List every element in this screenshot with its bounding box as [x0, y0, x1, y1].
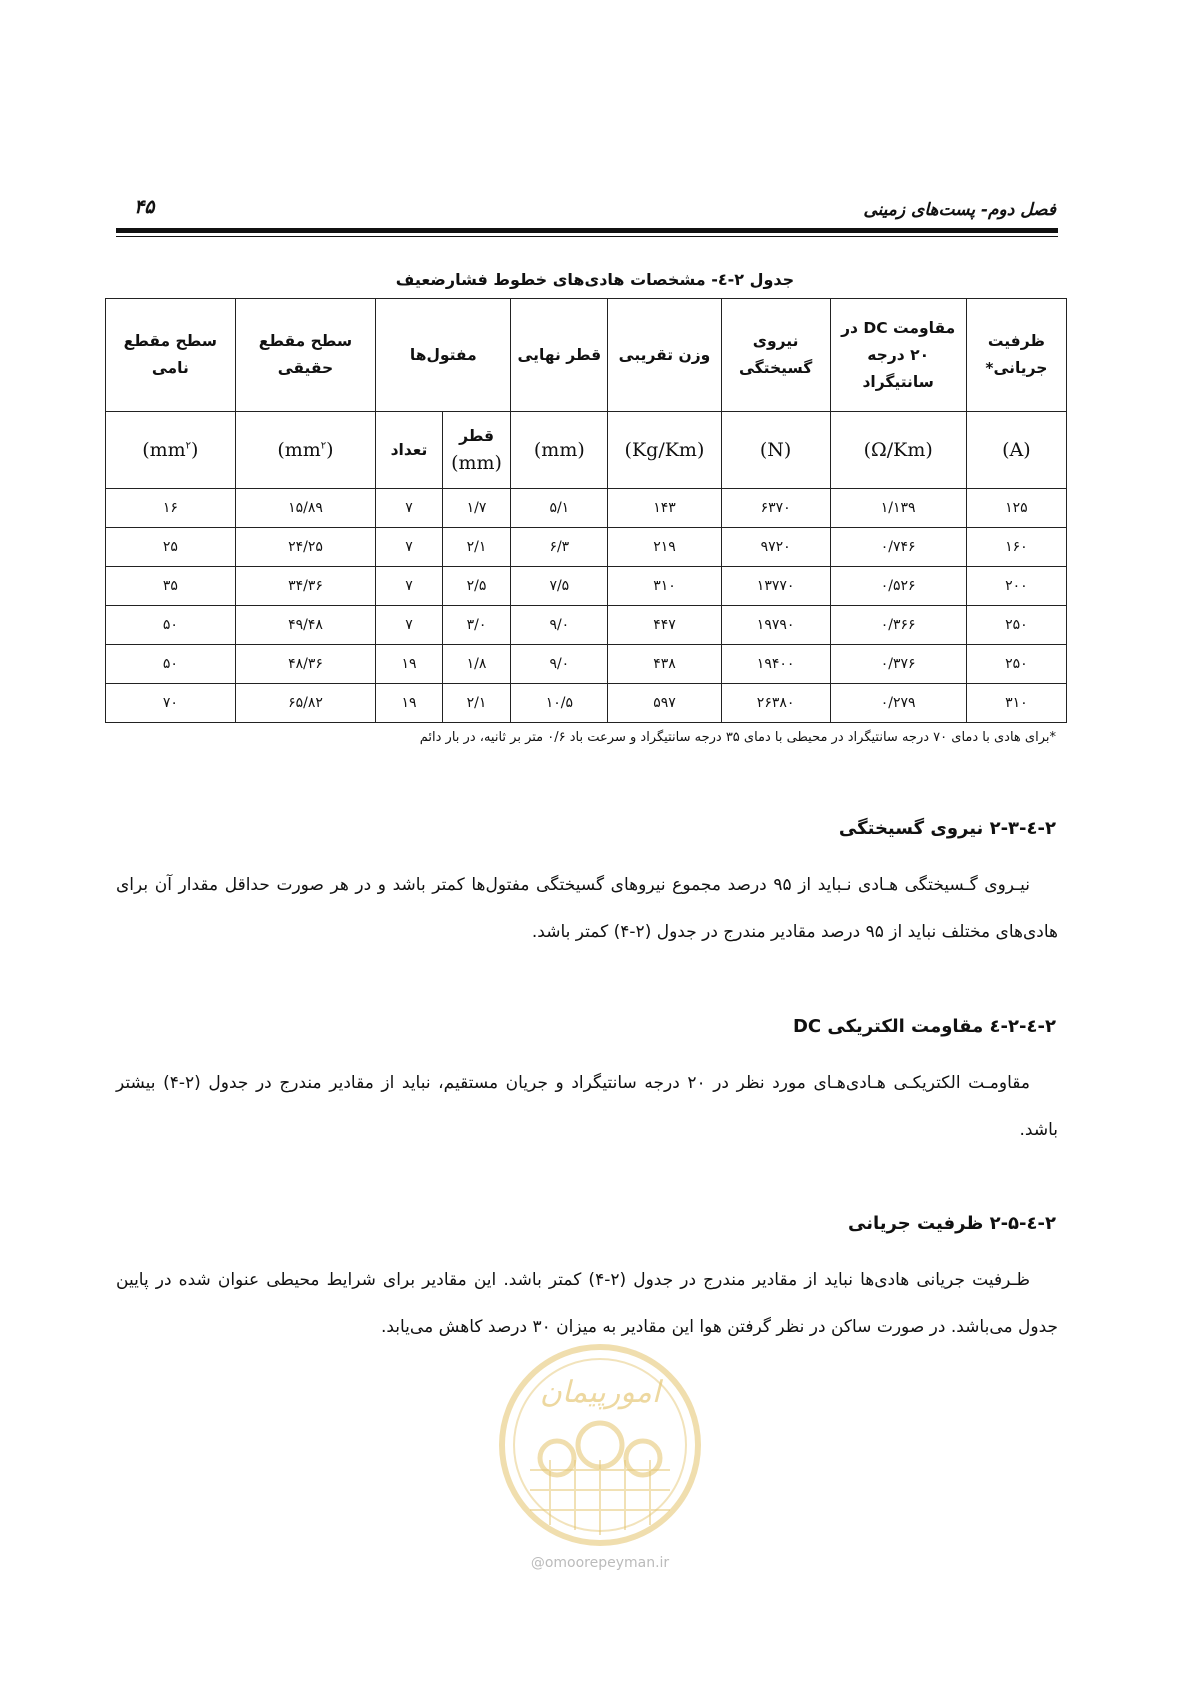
section-heading-current-capacity: ۲-٤-۲-۵ ظرفیت جریانی	[848, 1213, 1056, 1234]
cell-approx-weight: ۵۹۷	[608, 684, 721, 723]
section-body-dc-resistance: مقاومـت الکتریکـی هـادی‌هـای مورد نظر در ۲۰ درجه سانتیگراد و جریان مستقیم، نباید از مقادیر مندرج در جدول (۲-۴) بیشتر باشد.	[116, 1073, 1058, 1140]
unit-breaking-force: (N)	[721, 412, 830, 489]
cell-capacity: ۲۰۰	[966, 567, 1066, 606]
cell-strand-count: ۷	[376, 606, 442, 645]
section-body-current-capacity: ظـرفیت جریانی هادی‌ها نباید از مقادیر مندرج در جدول (۲-۴) کمتر باشد. این مقادیر برای شرایط محیطی عنوان شده در پایین جدول می‌باشد. در صورت ساکن در نظر گرفتن هوا این مقادیر به میزان ۳۰ درصد کاهش می‌یابد.	[116, 1270, 1058, 1337]
header-approx-weight: وزن تقریبی	[608, 299, 721, 412]
header-breaking-force: نیروی گسیختگی	[721, 299, 830, 412]
unit-dc-resistance: (Ω/Km)	[830, 412, 966, 489]
cell-actual-section: ۴۸/۳۶	[235, 645, 376, 684]
cell-approx-weight: ۳۱۰	[608, 567, 721, 606]
cell-dc-resistance: ۰/۳۶۶	[830, 606, 966, 645]
header-capacity: ظرفیت جریانی*	[966, 299, 1066, 412]
cell-dc-resistance: ۰/۳۷۶	[830, 645, 966, 684]
cell-breaking-force: ۱۹۷۹۰	[721, 606, 830, 645]
cell-dc-resistance: ۱/۱۳۹	[830, 489, 966, 528]
cell-final-diameter: ۹/۰	[511, 606, 608, 645]
cell-final-diameter: ۵/۱	[511, 489, 608, 528]
cell-strand-diameter: ۱/۸	[442, 645, 511, 684]
table-caption: جدول ۲-٤- مشخصات هادی‌های خطوط فشارضعیف	[395, 270, 795, 289]
table-row	[106, 684, 1067, 723]
unit-final-diameter: (mm)	[511, 412, 608, 489]
header-nominal-section: سطح مقطع نامی	[106, 299, 236, 412]
header-strand-count: تعداد	[376, 412, 442, 489]
cell-actual-section: ۶۵/۸۲	[235, 684, 376, 723]
cell-final-diameter: ۶/۳	[511, 528, 608, 567]
table-row	[106, 606, 1067, 645]
table-row	[106, 567, 1067, 606]
header-rule	[116, 228, 1058, 233]
cell-approx-weight: ۴۳۸	[608, 645, 721, 684]
unit-actual-section: $(mm^۲)$	[235, 412, 376, 489]
cell-strand-count: ۷	[376, 489, 442, 528]
cell-actual-section: ۲۴/۲۵	[235, 528, 376, 567]
conductor-spec-table	[105, 298, 1067, 723]
cell-nominal-section: ۱۶	[106, 489, 236, 528]
cell-dc-resistance: ۰/۷۴۶	[830, 528, 966, 567]
cell-actual-section: ۱۵/۸۹	[235, 489, 376, 528]
cell-capacity: ۲۵۰	[966, 606, 1066, 645]
table-row	[106, 489, 1067, 528]
cell-capacity: ۱۲۵	[966, 489, 1066, 528]
section-heading-breaking-force: ۲-٤-۲-۳ نیروی گسیختگی	[838, 818, 1056, 839]
cell-breaking-force: ۲۶۳۸۰	[721, 684, 830, 723]
cell-final-diameter: ۷/۵	[511, 567, 608, 606]
cell-strand-count: ۱۹	[376, 684, 442, 723]
cell-nominal-section: ۷۰	[106, 684, 236, 723]
table-footnote: *برای هادی با دمای ۷۰ درجه سانتیگراد در محیطی با دمای ۳۵ درجه سانتیگراد و سرعت باد ۰/۶ متر بر ثانیه، در بار دائم	[419, 730, 1056, 745]
cell-strand-diameter: ۳/۰	[442, 606, 511, 645]
unit-strand-diameter: (mm)	[451, 452, 502, 474]
chapter-title: فصل دوم- پست‌های زمینی	[863, 200, 1056, 220]
cell-nominal-section: ۵۰	[106, 606, 236, 645]
cell-nominal-section: ۵۰	[106, 645, 236, 684]
cell-strand-count: ۷	[376, 528, 442, 567]
cell-actual-section: ۳۴/۳۶	[235, 567, 376, 606]
cell-dc-resistance: ۰/۲۷۹	[830, 684, 966, 723]
cell-breaking-force: ۱۹۴۰۰	[721, 645, 830, 684]
page-number: ۴۵	[134, 196, 155, 218]
cell-breaking-force: ۹۷۲۰	[721, 528, 830, 567]
header-actual-section: سطح مقطع حقیقی	[235, 299, 376, 412]
cell-final-diameter: ۹/۰	[511, 645, 608, 684]
cell-approx-weight: ۴۴۷	[608, 606, 721, 645]
cell-approx-weight: ۲۱۹	[608, 528, 721, 567]
cell-capacity: ۲۵۰	[966, 645, 1066, 684]
cell-strand-diameter: ۲/۱	[442, 684, 511, 723]
table-row	[106, 528, 1067, 567]
header-strand-diameter: قطر	[459, 427, 494, 445]
header-rule-thin	[116, 236, 1058, 237]
cell-breaking-force: ۶۳۷۰	[721, 489, 830, 528]
section-body-breaking-force: نیـروی گـسیختگی هـادی نـباید از ۹۵ درصد مجموع نیروهای گسیختگی مفتول‌ها کمتر باشد و در هر صورت حداقل مقدار آن برای هادی‌های مختلف نباید از ۹۵ درصد مقادیر مندرج در جدول (۲-۴) کمتر باشد.	[116, 875, 1058, 942]
cell-capacity: ۱۶۰	[966, 528, 1066, 567]
cell-final-diameter: ۱۰/۵	[511, 684, 608, 723]
watermark-logo-text: امورپیمان	[539, 1375, 661, 1410]
header-final-diameter: قطر نهایی	[511, 299, 608, 412]
section-heading-dc-resistance: ۲-٤-۲-٤ مقاومت الکتریکی DC	[792, 1016, 1056, 1037]
cell-capacity: ۳۱۰	[966, 684, 1066, 723]
cell-approx-weight: ۱۴۳	[608, 489, 721, 528]
unit-capacity: (A)	[966, 412, 1066, 489]
cell-strand-count: ۷	[376, 567, 442, 606]
watermark-logo	[495, 1340, 705, 1550]
header-strand-diameter-cell	[442, 412, 511, 489]
unit-approx-weight: (Kg/Km)	[608, 412, 721, 489]
cell-strand-diameter: ۲/۱	[442, 528, 511, 567]
cell-strand-count: ۱۹	[376, 645, 442, 684]
unit-nominal-section: $(mm^۲)$	[106, 412, 236, 489]
cell-dc-resistance: ۰/۵۲۶	[830, 567, 966, 606]
table-row	[106, 645, 1067, 684]
cell-strand-diameter: ۲/۵	[442, 567, 511, 606]
header-strands: مفتول‌ها	[376, 299, 511, 412]
header-dc-resistance: مقاومت DC در ۲۰ درجه سانتیگراد	[830, 299, 966, 412]
cell-nominal-section: ۳۵	[106, 567, 236, 606]
cell-strand-diameter: ۱/۷	[442, 489, 511, 528]
cell-nominal-section: ۲۵	[106, 528, 236, 567]
cell-actual-section: ۴۹/۴۸	[235, 606, 376, 645]
watermark-text: @omoorepeyman.ir	[530, 1555, 670, 1571]
cell-breaking-force: ۱۳۷۷۰	[721, 567, 830, 606]
